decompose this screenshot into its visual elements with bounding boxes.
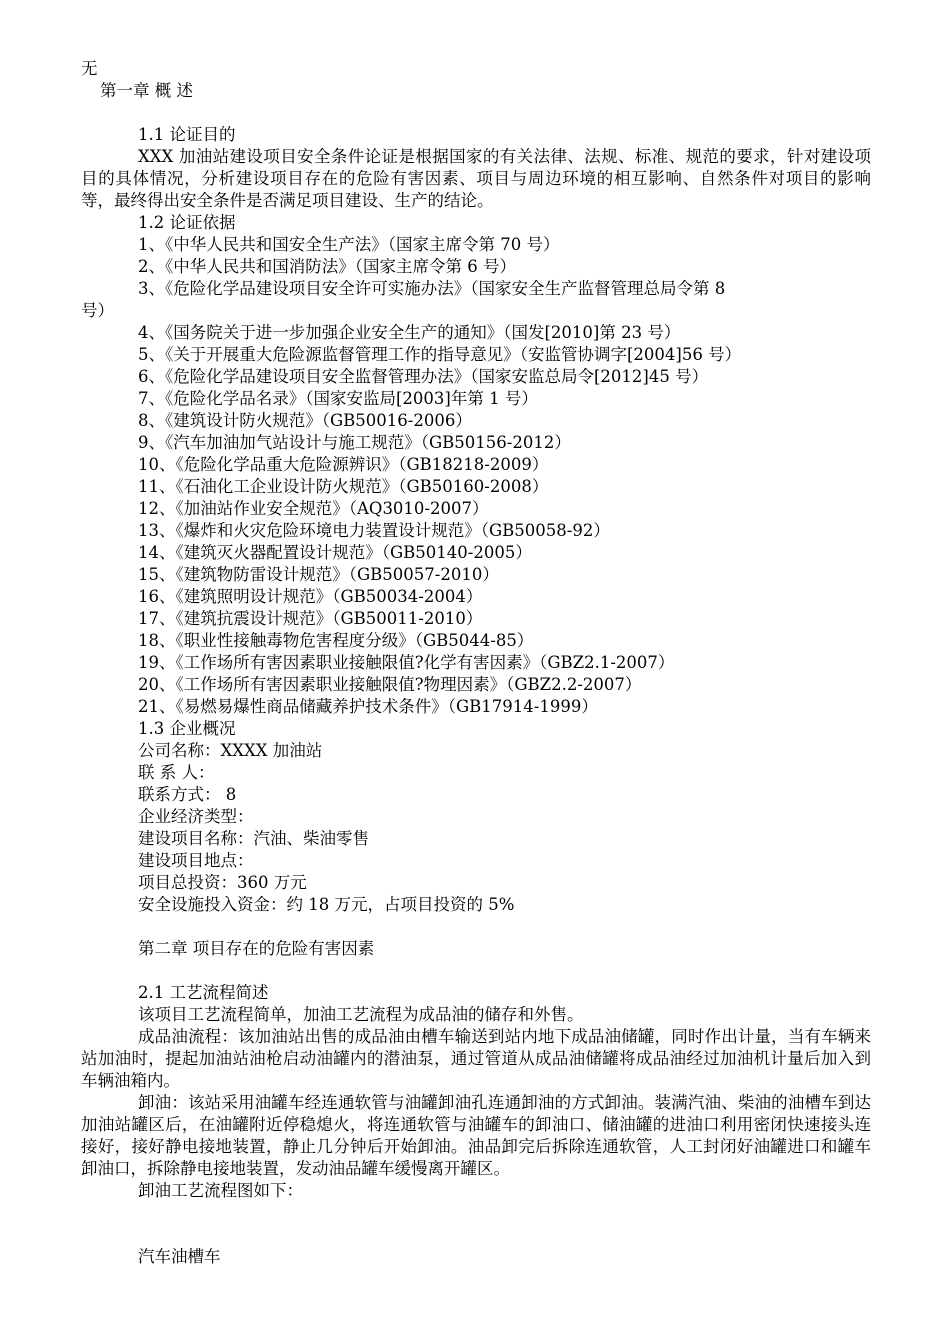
section-1-2-heading: 1.2 论证依据 (138, 213, 236, 232)
safety-investment-field: 安全设施投入资金：约 18 万元，占项目投资的 5% (138, 895, 515, 914)
reference-item: 16、《建筑照明设计规范》（GB50034-2004） (138, 587, 483, 606)
reference-item: 15、《建筑物防雷设计规范》（GB50057-2010） (138, 565, 499, 584)
header-text: 无 (81, 59, 98, 78)
reference-item: 2、《中华人民共和国消防法》（国家主席令第 6 号） (138, 257, 516, 276)
section-1-1-text: XXX 加油站建设项目安全条件论证是根据国家的有关法律、法规、标准、规范的要求，针对建设项目的具体情况，分析建设项目存在的危险有害因素、项目与周边环境的相互影响、自然条件对项目的影响等，最终得出安全条件是否满足项目建设、生产的结论。 (81, 147, 871, 210)
economic-type-field: 企业经济类型： (138, 807, 254, 826)
section-1-1-heading: 1.1 论证目的 (138, 125, 236, 144)
reference-item: 8、《建筑设计防火规范》（GB50016-2006） (138, 411, 472, 430)
reference-item: 21、《易燃易爆性商品储藏养护技术条件》（GB17914-1999） (138, 697, 598, 716)
process-summary-text: 该项目工艺流程简单，加油工艺流程为成品油的储存和外售。 (138, 1005, 584, 1024)
reference-item: 12、《加油站作业安全规范》（AQ3010-2007） (138, 499, 489, 518)
reference-list (81, 234, 871, 718)
contact-person-field: 联 系 人： (138, 763, 215, 782)
section-1-3-heading: 1.3 企业概况 (138, 719, 236, 738)
reference-item: 11、《石油化工企业设计防火规范》（GB50160-2008） (138, 477, 549, 496)
reference-item: 10、《危险化学品重大危险源辨识》（GB18218-2009） (138, 455, 549, 474)
diagram-node-tanker: 汽车油槽车 (138, 1247, 221, 1266)
chapter2-title: 第二章 项目存在的危险有害因素 (138, 939, 375, 958)
reference-item: 19、《工作场所有害因素职业接触限值?化学有害因素》（GBZ2.1-2007） (138, 653, 675, 672)
reference-item: 9、《汽车加油加气站设计与施工规范》（GB50156-2012） (138, 433, 571, 452)
reference-item: 20、《工作场所有害因素职业接触限值?物理因素》（GBZ2.2-2007） (138, 675, 642, 694)
contact-phone-field: 联系方式： 8 (138, 785, 237, 804)
project-name-field: 建设项目名称：汽油、柴油零售 (138, 829, 369, 848)
reference-item: 5、《关于开展重大危险源监督管理工作的指导意见》（安监管协调字[2004]56 号） (138, 345, 742, 364)
reference-item: 3、《危险化学品建设项目安全许可实施办法》（国家安全生产监督管理总局令第 8 (138, 279, 726, 298)
reference-item: 14、《建筑灭火器配置设计规范》（GB50140-2005） (138, 543, 532, 562)
section-2-1-heading: 2.1 工艺流程简述 (138, 983, 269, 1002)
reference-item: 6、《危险化学品建设项目安全监督管理办法》（国家安监总局令[2012]45 号） (138, 367, 709, 386)
reference-item: 1、《中华人民共和国安全生产法》（国家主席令第 70 号） (138, 235, 560, 254)
product-oil-flow-text: 成品油流程：该加油站出售的成品油由槽车输送到站内地下成品油储罐，同时作出计量，当有车辆来站加油时，提起加油站油枪启动油罐内的潜油泵，通过管道从成品油储罐将成品油经过加油机计量后加入到车辆油箱内。 (81, 1027, 871, 1090)
reference-item-continuation: 号） (81, 301, 114, 320)
reference-item: 18、《职业性接触毒物危害程度分级》（GB5044-85） (138, 631, 534, 650)
unloading-text: 卸油：该站采用油罐车经连通软管与油罐卸油孔连通卸油的方式卸油。装满汽油、柴油的油槽车到达加油站罐区后，在油罐附近停稳熄火，将连通软管与油罐车的卸油口、储油罐的进油口利用密闭快速接头连接好，接好静电接地装置，静止几分钟后开始卸油。油品卸完后拆除连通软管，人工封闭好油罐进口和罐车卸油口，拆除静电接地装置，发动油品罐车缓慢离开罐区。 (81, 1093, 871, 1178)
chapter1-title: 第一章 概 述 (100, 81, 193, 100)
document-page (81, 58, 871, 1268)
reference-item: 17、《建筑抗震设计规范》（GB50011-2010） (138, 609, 483, 628)
company-name-field: 公司名称：XXXX 加油站 (138, 741, 323, 760)
total-investment-field: 项目总投资：360 万元 (138, 873, 307, 892)
reference-item: 13、《爆炸和火灾危险环境电力装置设计规范》（GB50058-92） (138, 521, 610, 540)
reference-item: 4、《国务院关于进一步加强企业安全生产的通知》（国发[2010]第 23 号） (138, 323, 681, 342)
reference-item: 7、《危险化学品名录》（国家安监局[2003]年第 1 号） (138, 389, 538, 408)
project-location-field: 建设项目地点： (138, 851, 254, 870)
diagram-intro-text: 卸油工艺流程图如下： (138, 1181, 303, 1200)
